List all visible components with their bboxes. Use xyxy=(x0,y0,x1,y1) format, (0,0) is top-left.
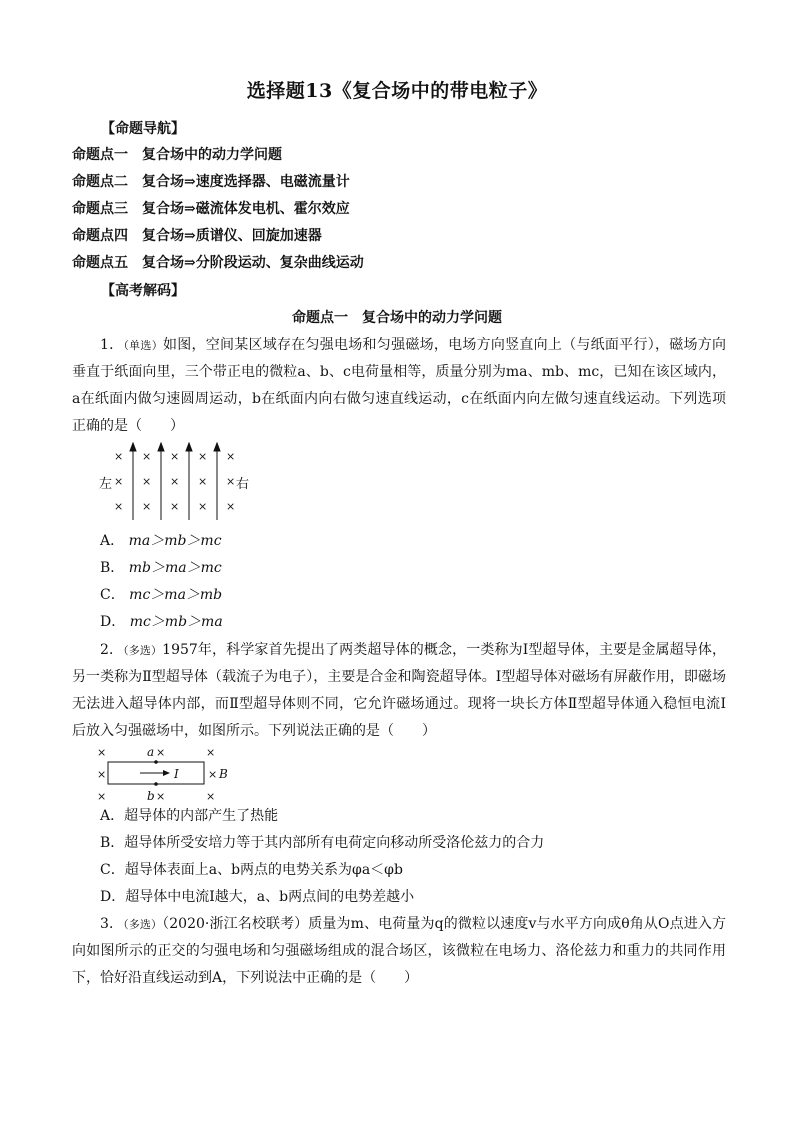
option-text: 超导体表面上a、b两点的电势关系为φa＜φb xyxy=(124,862,403,878)
exam-heading: 【高考解码】 xyxy=(101,283,185,299)
question-text: （2020·浙江名校联考）质量为m、电荷量为q的微粒以速度v与水平方向成θ角从O点进入方向如图所示的正交的匀强电场和匀强磁场组成的混合场区，该微粒在电场力、洛伦兹力和重力的共同作用下，恰好沿直线运动到A，下列说法中正确的是（ ） xyxy=(72,916,726,986)
field-arrow-head xyxy=(158,443,164,451)
b-field-cross: × xyxy=(114,500,124,513)
b-field-cross: × xyxy=(142,450,152,463)
option-text: 超导体中电流I越大，a、b两点间的电势差越小 xyxy=(125,889,415,905)
right-label: 右 xyxy=(236,477,250,492)
option-text: mc＞mb＞ma xyxy=(129,614,223,630)
b-field-cross: × xyxy=(156,790,166,803)
b-field-cross: × xyxy=(114,475,124,488)
b-field-cross: × xyxy=(170,450,180,463)
q2-option-b xyxy=(100,833,544,853)
option-text: 超导体的内部产生了热能 xyxy=(124,808,279,824)
nav-item-1 xyxy=(72,144,364,171)
label-current: I xyxy=(174,767,179,781)
question-number: 3． xyxy=(100,916,124,932)
option-letter: B． xyxy=(100,560,125,576)
option-text: ma＞mb＞mc xyxy=(128,533,222,549)
question-3-stem xyxy=(72,911,726,992)
b-field-cross: × xyxy=(198,450,208,463)
nav-item-label: 命题点五 xyxy=(72,255,128,271)
nav-item-label: 命题点三 xyxy=(72,201,128,217)
nav-item-text: 复合场⇒质谱仪、回旋加速器 xyxy=(142,228,322,244)
q1-option-c xyxy=(100,585,222,605)
b-field-cross: × xyxy=(97,746,107,759)
option-text: mc＞ma＞mb xyxy=(129,587,223,603)
nav-item-text: 复合场中的动力学问题 xyxy=(142,147,282,163)
question-type-tag: （多选） xyxy=(123,644,163,657)
question-text: 1957年，科学家首先提出了两类超导体的概念，一类称为Ⅰ型超导体，主要是金属超导体，另一类称为Ⅱ型超导体（载流子为电子），主要是合金和陶瓷超导体。Ⅰ型超导体对磁场有屏蔽作用，即磁场无法进入超导体内部，而Ⅱ型超导体则不同，它允许磁场通过。现将一块长方体Ⅱ型超导体通入稳恒电流I后放入匀强磁场中，如图所示。下列说法正确的是（ ） xyxy=(72,642,726,739)
page-title: 选择题13《复合场中的带电粒子》 xyxy=(246,80,548,102)
label-a: a xyxy=(147,745,155,759)
option-letter: A． xyxy=(100,808,125,824)
nav-item-2 xyxy=(72,171,364,198)
question-type-tag: （单选） xyxy=(123,339,163,352)
b-field-cross: × xyxy=(170,500,180,513)
b-field-cross: × xyxy=(142,475,152,488)
b-field-cross: × xyxy=(97,768,107,781)
question-text: 如图，空间某区域存在匀强电场和匀强磁场，电场方向竖直向上（与纸面平行），磁场方向垂直于纸面向里，三个带正电的微粒a、b、c电荷量相等，质量分别为ma、mb、mc，已知在该区域内，a在纸面内做匀速圆周运动，b在纸面内向右做匀速直线运动，c在纸面内向左做匀速直线运动。下列选项正确的是（ ） xyxy=(72,337,726,434)
b-field-cross: × xyxy=(198,475,208,488)
nav-item-3 xyxy=(72,198,364,225)
b-field-cross: × xyxy=(198,500,208,513)
b-field-cross: × xyxy=(142,500,152,513)
nav-item-text: 复合场⇒磁流体发电机、霍尔效应 xyxy=(142,201,350,217)
b-field-cross: × xyxy=(226,500,236,513)
option-text: 超导体所受安培力等于其内部所有电荷定向移动所受洛伦兹力的合力 xyxy=(124,835,545,851)
label-b: b xyxy=(147,789,155,803)
label-magnetic-field: B xyxy=(219,767,228,781)
b-field-cross: × xyxy=(208,768,218,781)
left-label: 左 xyxy=(99,477,113,492)
current-arrow-head xyxy=(163,770,170,776)
option-text: mb＞ma＞mc xyxy=(128,560,222,576)
nav-item-text: 复合场⇒分阶段运动、复杂曲线运动 xyxy=(142,255,364,271)
nav-list xyxy=(72,144,364,279)
nav-item-label: 命题点一 xyxy=(72,147,128,163)
point-b xyxy=(154,782,158,786)
nav-item-label: 命题点二 xyxy=(72,174,128,190)
point-a xyxy=(154,760,158,764)
q1-option-a xyxy=(100,531,222,551)
question-1-stem xyxy=(72,332,726,440)
b-field-cross: × xyxy=(206,746,216,759)
nav-item-label: 命题点四 xyxy=(72,228,128,244)
b-field-cross: × xyxy=(206,790,216,803)
question-type-tag: （多选） xyxy=(123,918,163,931)
nav-item-text: 复合场⇒速度选择器、电磁流量计 xyxy=(142,174,350,190)
option-letter: A． xyxy=(100,533,125,549)
b-field-cross: × xyxy=(156,746,166,759)
q1-option-b xyxy=(100,558,222,578)
option-letter: C． xyxy=(100,587,125,603)
question-1-figure xyxy=(96,442,266,522)
b-field-cross: × xyxy=(170,475,180,488)
question-number: 1． xyxy=(100,337,124,353)
option-letter: D． xyxy=(100,614,126,630)
b-field-cross: × xyxy=(226,450,236,463)
b-field-cross: × xyxy=(97,790,107,803)
b-field-cross: × xyxy=(114,450,124,463)
question-number: 2． xyxy=(100,642,124,658)
question-2-stem xyxy=(72,637,726,745)
field-arrow-head xyxy=(214,443,220,451)
nav-heading: 【命题导航】 xyxy=(101,121,185,137)
q2-option-a xyxy=(100,806,278,826)
field-arrow-head xyxy=(130,443,136,451)
q2-option-d xyxy=(100,887,414,907)
b-field-cross: × xyxy=(226,475,236,488)
q1-option-d xyxy=(100,612,223,632)
field-arrow-head xyxy=(186,443,192,451)
option-letter: B． xyxy=(100,835,125,851)
option-letter: D． xyxy=(100,889,126,905)
question-2-figure xyxy=(94,744,244,804)
nav-item-5 xyxy=(72,252,364,279)
option-letter: C． xyxy=(100,862,125,878)
q2-option-c xyxy=(100,860,403,880)
nav-item-4 xyxy=(72,225,364,252)
section-title: 命题点一 复合场中的动力学问题 xyxy=(292,310,502,326)
